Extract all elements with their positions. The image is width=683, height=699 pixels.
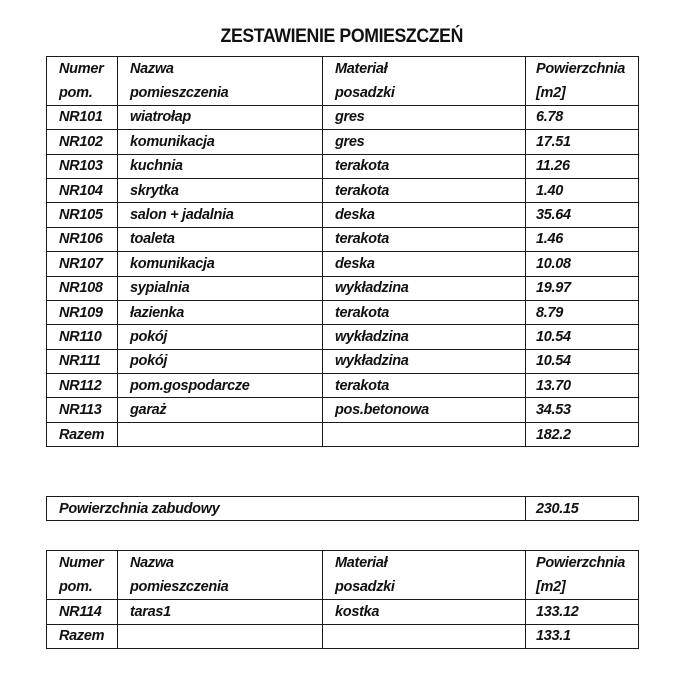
room-name: skrytka <box>118 178 323 202</box>
rooms-table <box>46 56 639 447</box>
room-name: pokój <box>118 349 323 373</box>
header-name-sub: pomieszczenia <box>118 575 323 600</box>
floor-material: gres <box>323 105 526 129</box>
room-name: taras1 <box>118 600 323 625</box>
room-area: 10.08 <box>526 252 639 276</box>
header-number-sub: pom. <box>47 81 118 105</box>
floor-material: terakota <box>323 300 526 324</box>
floor-material: kostka <box>323 600 526 625</box>
room-name: pokój <box>118 325 323 349</box>
floor-material: terakota <box>323 374 526 398</box>
room-area: 10.54 <box>526 349 639 373</box>
header-number-sub: pom. <box>47 575 118 600</box>
total-row <box>47 422 639 446</box>
table-row <box>47 178 639 202</box>
room-number: NR101 <box>47 105 118 129</box>
header-material: Materiał <box>323 57 526 81</box>
table-row <box>47 325 639 349</box>
header-area-unit: [m2] <box>526 575 639 600</box>
floor-material: wykładzina <box>323 276 526 300</box>
header-area: Powierzchnia <box>526 551 639 576</box>
room-number: NR108 <box>47 276 118 300</box>
room-number: NR107 <box>47 252 118 276</box>
table-row <box>47 349 639 373</box>
table-row <box>47 600 639 625</box>
room-name: wiatrołap <box>118 105 323 129</box>
floor-material: wykładzina <box>323 325 526 349</box>
page-title: ZESTAWIENIE POMIESZCZEŃ <box>220 26 463 47</box>
room-name: kuchnia <box>118 154 323 178</box>
table-row <box>47 105 639 129</box>
room-area: 17.51 <box>526 130 639 154</box>
built-area-value: 230.15 <box>526 497 639 521</box>
table-row <box>47 154 639 178</box>
header-row-top <box>47 57 639 81</box>
room-number: NR109 <box>47 300 118 324</box>
built-area-label: Powierzchnia zabudowy <box>47 497 526 521</box>
total-label: Razem <box>47 422 118 446</box>
floor-material: terakota <box>323 178 526 202</box>
room-number: NR104 <box>47 178 118 202</box>
header-number: Numer <box>47 551 118 576</box>
table-row <box>47 398 639 422</box>
room-number: NR102 <box>47 130 118 154</box>
room-name: sypialnia <box>118 276 323 300</box>
floor-material: terakota <box>323 227 526 251</box>
header-name-sub: pomieszczenia <box>118 81 323 105</box>
room-area: 1.46 <box>526 227 639 251</box>
header-row-top <box>47 551 639 576</box>
floor-material: gres <box>323 130 526 154</box>
room-name: toaleta <box>118 227 323 251</box>
room-number: NR105 <box>47 203 118 227</box>
floor-material: deska <box>323 252 526 276</box>
room-number: NR110 <box>47 325 118 349</box>
room-name: garaż <box>118 398 323 422</box>
header-row-bottom <box>47 81 639 105</box>
total-label: Razem <box>47 624 118 649</box>
room-area: 8.79 <box>526 300 639 324</box>
header-material: Materiał <box>323 551 526 576</box>
room-area: 19.97 <box>526 276 639 300</box>
room-number: NR106 <box>47 227 118 251</box>
floor-material: pos.betonowa <box>323 398 526 422</box>
table-row <box>47 203 639 227</box>
built-area-table <box>46 496 639 521</box>
table-row <box>47 252 639 276</box>
total-empty <box>323 422 526 446</box>
room-name: komunikacja <box>118 252 323 276</box>
header-name: Nazwa <box>118 57 323 81</box>
terrace-table <box>46 550 639 649</box>
room-number: NR113 <box>47 398 118 422</box>
room-area: 1.40 <box>526 178 639 202</box>
header-material-sub: posadzki <box>323 81 526 105</box>
total-empty <box>118 422 323 446</box>
table-row <box>47 300 639 324</box>
room-area: 35.64 <box>526 203 639 227</box>
room-area: 13.70 <box>526 374 639 398</box>
header-name: Nazwa <box>118 551 323 576</box>
table-row <box>47 227 639 251</box>
total-empty <box>118 624 323 649</box>
header-row-bottom <box>47 575 639 600</box>
room-area: 133.12 <box>526 600 639 625</box>
table-row <box>47 374 639 398</box>
total-value: 182.2 <box>526 422 639 446</box>
room-area: 34.53 <box>526 398 639 422</box>
total-value: 133.1 <box>526 624 639 649</box>
room-area: 6.78 <box>526 105 639 129</box>
floor-material: deska <box>323 203 526 227</box>
header-number: Numer <box>47 57 118 81</box>
header-area-unit: [m2] <box>526 81 639 105</box>
room-area: 11.26 <box>526 154 639 178</box>
room-number: NR111 <box>47 349 118 373</box>
floor-material: wykładzina <box>323 349 526 373</box>
header-area: Powierzchnia <box>526 57 639 81</box>
room-name: pom.gospodarcze <box>118 374 323 398</box>
floor-material: terakota <box>323 154 526 178</box>
header-material-sub: posadzki <box>323 575 526 600</box>
room-area: 10.54 <box>526 325 639 349</box>
room-number: NR112 <box>47 374 118 398</box>
table-row <box>47 130 639 154</box>
total-row <box>47 624 639 649</box>
built-area-row <box>47 497 639 521</box>
room-number: NR114 <box>47 600 118 625</box>
table-row <box>47 276 639 300</box>
room-name: komunikacja <box>118 130 323 154</box>
room-name: łazienka <box>118 300 323 324</box>
total-empty <box>323 624 526 649</box>
room-number: NR103 <box>47 154 118 178</box>
room-name: salon + jadalnia <box>118 203 323 227</box>
